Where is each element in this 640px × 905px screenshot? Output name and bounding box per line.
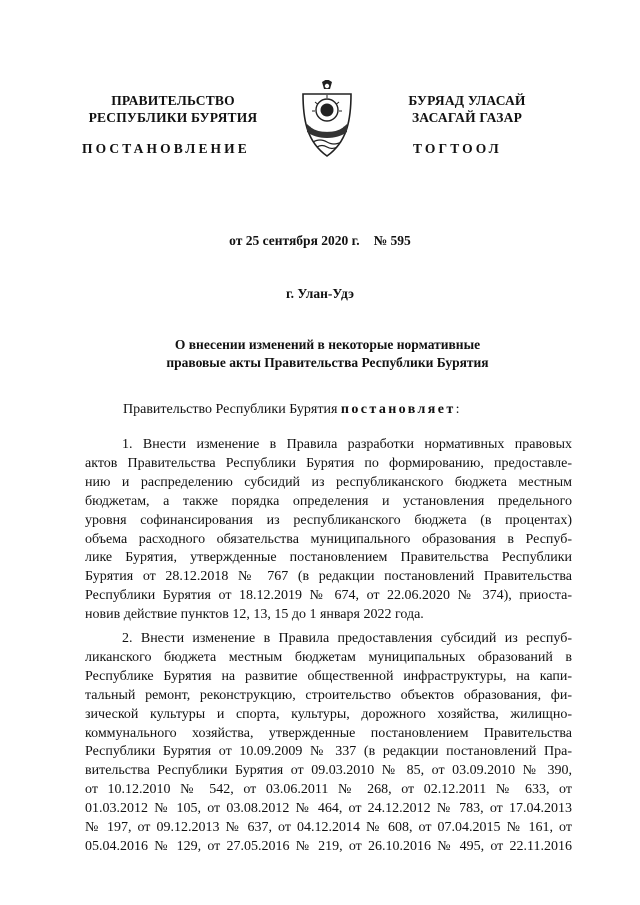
document-title-line-2: правовые акты Правительства Республики Бурятия [166, 355, 489, 370]
paragraph-line: 2. Внести изменение в Правила предоставления субсидий из респуб- [122, 631, 572, 646]
intro-line [123, 402, 460, 418]
intro-verb: постановляет [340, 402, 456, 417]
paragraph-line: лике Бурятия, утвержденные постановлением Правительства Республики [85, 550, 572, 566]
paragraph-line: 1. Внести изменение в Правила разработки нормативных правовых [122, 437, 572, 452]
city-line: г. Улан-Удэ [286, 286, 354, 301]
decree-number: № 595 [373, 233, 411, 248]
paragraph-line: нию и распределению субсидий из республиканского бюджета местным [85, 474, 572, 490]
paragraph-line: объема расходного обязательства муниципального образования в Респуб- [85, 531, 572, 547]
intro-suffix: : [455, 402, 460, 417]
paragraph-line: новив действие пунктов 12, 13, 15 до 1 января 2022 года. [85, 607, 424, 623]
header-left-line-2: РЕСПУБЛИКИ БУРЯТИЯ [88, 110, 258, 125]
paragraph-line: 01.03.2012 № 105, от 03.08.2012 № 464, от 24.12.2012 № 783, от 17.04.2013 [85, 801, 572, 817]
paragraph-line: ликанского бюджета местным бюджетам муниципальных образований в [85, 649, 572, 665]
paragraph-line: вительства Республики Бурятия от 09.03.2010 № 85, от 03.09.2010 № 390, [85, 763, 572, 779]
header-left-line-1: ПРАВИТЕЛЬСТВО [111, 93, 235, 108]
paragraph-line: тальный ремонт, реконструкцию, строительство объектов образования, фи- [85, 687, 572, 703]
paragraph-line: Бурятия от 28.12.2018 № 767 (в редакции постановлений Правительства [85, 569, 572, 585]
date-number-line [0, 233, 640, 249]
paragraph-line: 05.04.2016 № 129, от 27.05.2016 № 219, от 26.10.2016 № 495, от 22.11.2016 [85, 838, 572, 854]
paragraph-1 [85, 436, 572, 625]
paragraph-line: актов Правительства Республики Бурятия по формированию, предоставле- [85, 455, 572, 471]
paragraph-2 [85, 630, 572, 857]
paragraph-line: Республики Бурятия от 10.09.2009 № 337 (в редакции постановлений Пра- [85, 744, 572, 760]
paragraph-line: Республике Бурятия на развитие общественной инфраструктуры, на капи- [85, 668, 572, 684]
decree-date: от 25 сентября 2020 г. [229, 233, 360, 248]
paragraph-line: зической культуры и спорта, культуры, дорожного хозяйства, жилищно- [85, 706, 572, 722]
header-right-line-2: ЗАСАГАЙ ГАЗАР [411, 110, 523, 125]
paragraph-line: уровня софинансирования из республиканского бюджета (в процентах) [85, 512, 572, 528]
decree-title-bua: ТОГТООЛ [413, 141, 502, 156]
paragraph-line: № 197, от 09.12.2013 № 637, от 04.12.2014 № 608, от 07.04.2015 № 161, от [85, 820, 572, 836]
decree-title-ru: ПОСТАНОВЛЕНИЕ [82, 141, 250, 156]
header-right-block [372, 92, 562, 126]
header-right-line-1: БУРЯАД УЛАСАЙ [408, 93, 526, 108]
paragraph-line: Республики Бурятия от 18.12.2019 № 674, от 22.06.2020 № 374), приоста- [85, 588, 572, 604]
paragraph-line: от 10.12.2010 № 542, от 03.06.2011 № 268, от 02.12.2011 № 633, от [85, 782, 572, 798]
paragraph-line: бюджетам, а также порядка определения и установления предельного [85, 493, 572, 509]
document-title [90, 336, 565, 372]
document-title-line-1: О внесении изменений в некоторые нормативные [174, 337, 481, 352]
intro-prefix: Правительство Республики Бурятия [123, 402, 341, 417]
header-left-block [68, 92, 278, 126]
coat-of-arms-icon [297, 80, 357, 160]
paragraph-line: коммунального хозяйства, утвержденные постановлением Правительства [85, 725, 572, 741]
